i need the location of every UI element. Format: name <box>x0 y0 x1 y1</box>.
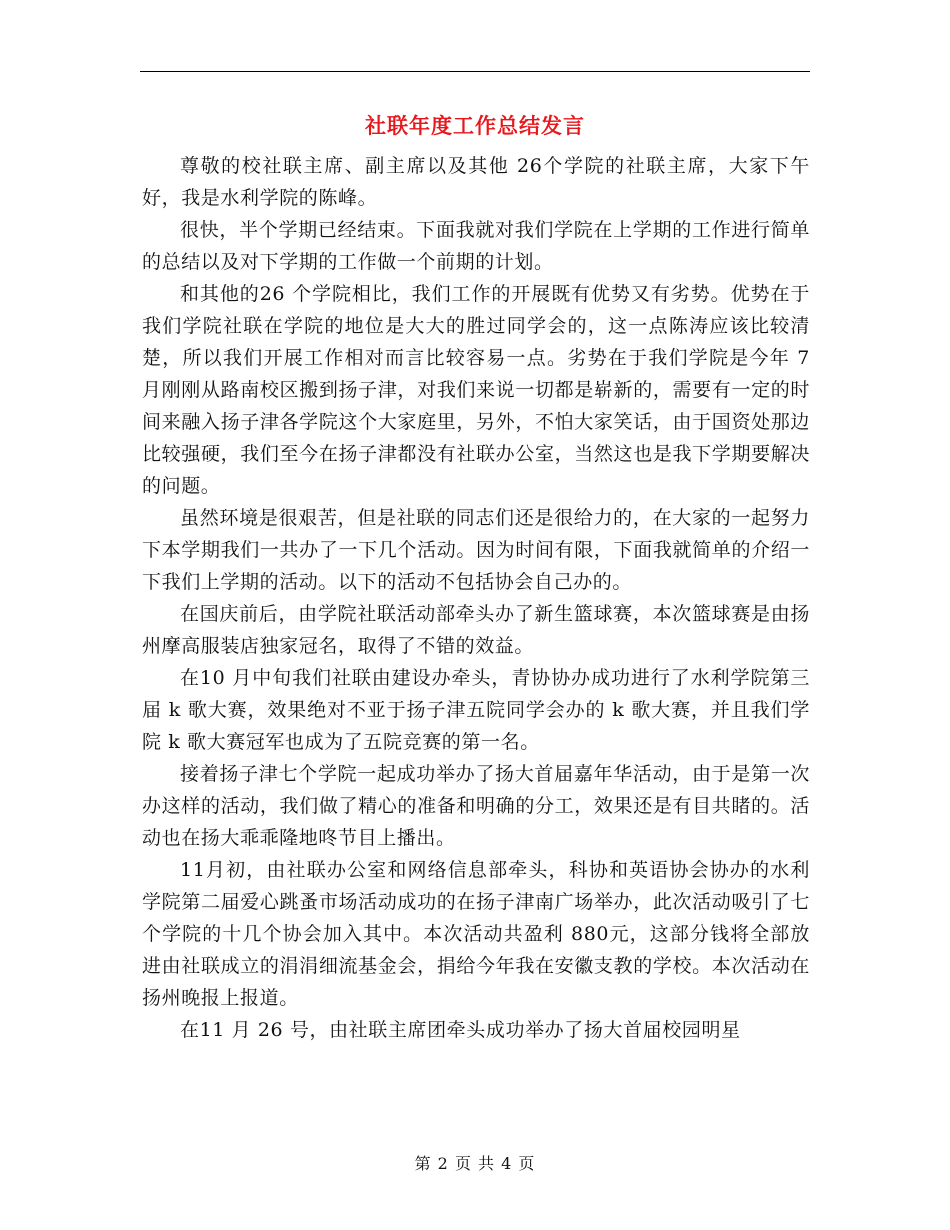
paragraph: 在10 月中旬我们社联由建设办牵头，青协协办成功进行了水利学院第三届 k 歌大赛，效果绝对不亚于扬子津五院同学会办的 k 歌大赛，并且我们学院 k 歌大赛冠军也成为了五院竞赛的第一名。 <box>142 667 810 753</box>
paragraph: 和其他的26 个学院相比，我们工作的开展既有优势又有劣势。优势在于我们学院社联在学院的地位是大大的胜过同学会的，这一点陈涛应该比较清楚，所以我们开展工作相对而言比较容易一点。劣势在于我们学院是今年 7 月刚刚从路南校区搬到扬子津，对我们来说一切都是崭新的，需要有一定的时间来融入扬子津各学院这个大家庭里，另外，不怕大家笑话，由于国资处那边比较强硬，我们至今在扬子津都没有社联办公室，当然这也是我下学期要解决的问题。 <box>142 283 810 497</box>
paragraph: 尊敬的校社联主席、副主席以及其他 26个学院的社联主席，大家下午好，我是水利学院的陈峰。 <box>142 155 810 209</box>
document-title: 社联年度工作总结发言 <box>365 113 585 138</box>
header-rule <box>140 71 810 72</box>
paragraph: 很快，半个学期已经结束。下面我就对我们学院在上学期的工作进行简单的总结以及对下学期的工作做一个前期的计划。 <box>142 219 810 273</box>
paragraph: 在11 月 26 号，由社联主席团牵头成功举办了扬大首届校园明星 <box>180 1019 741 1041</box>
paragraph: 11月初，由社联办公室和网络信息部牵头，科协和英语协会协办的水利学院第二届爱心跳蚤市场活动成功的在扬子津南广场举办，此次活动吸引了七个学院的十几个协会加入其中。本次活动共盈利 880元，这部分钱将全部放进由社联成立的涓涓细流基金会，捐给今年我在安徽支教的学校。本次活动在扬州晚报上报道。 <box>142 859 810 1009</box>
page-number-footer: 第 2 页 共 4 页 <box>414 1154 536 1173</box>
paragraph: 接着扬子津七个学院一起成功举办了扬大首届嘉年华活动，由于是第一次办这样的活动，我们做了精心的准备和明确的分工，效果还是有目共睹的。活动也在扬大乖乖隆地咚节目上播出。 <box>142 763 810 849</box>
paragraph: 虽然环境是很艰苦，但是社联的同志们还是很给力的，在大家的一起努力下本学期我们一共办了一下几个活动。因为时间有限，下面我就简单的介绍一下我们上学期的活动。以下的活动不包括协会自己办的。 <box>142 507 810 593</box>
document-body <box>142 150 810 1046</box>
paragraph: 在国庆前后，由学院社联活动部牵头办了新生篮球赛，本次篮球赛是由扬州摩高服装店独家冠名，取得了不错的效益。 <box>142 603 810 657</box>
